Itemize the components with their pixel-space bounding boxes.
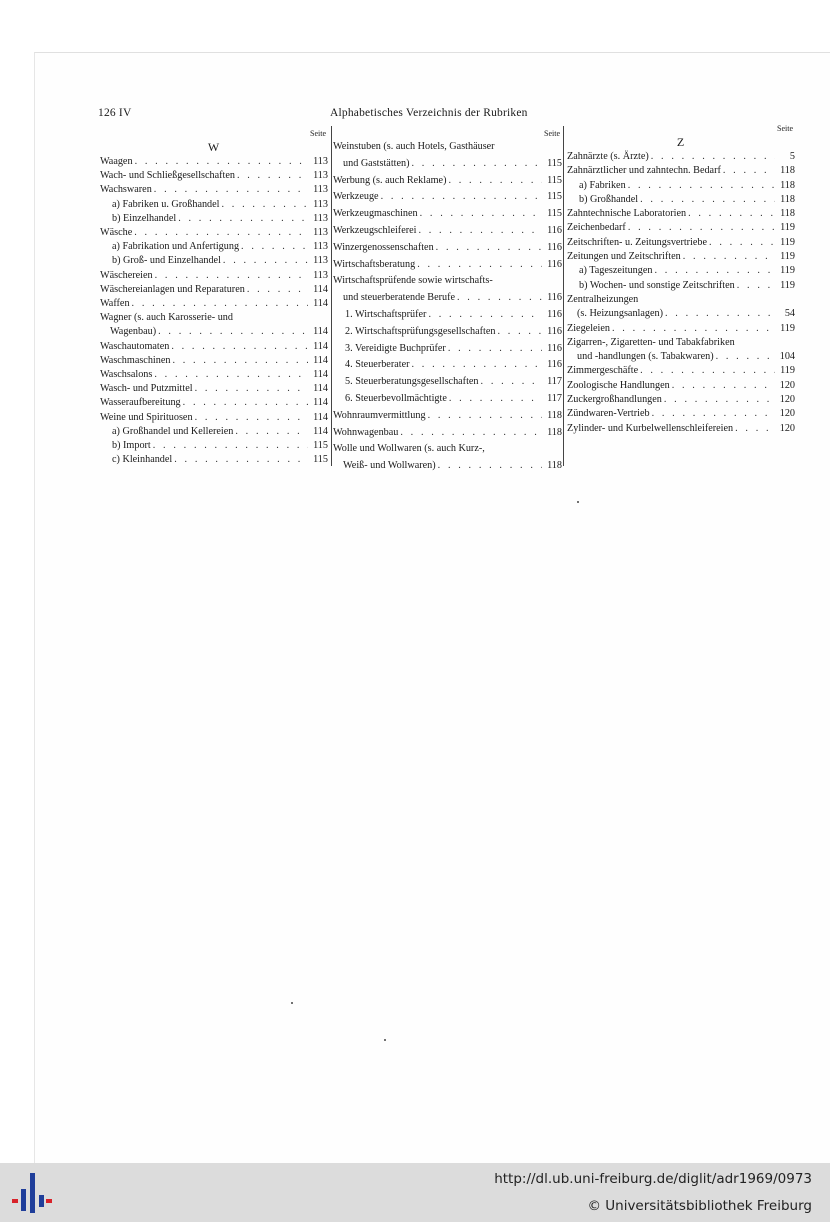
dot-leader [436,240,542,257]
entry-label: Waschsalons [100,369,153,381]
entry-label: Waffen [100,298,130,310]
page-ref: 114 [313,383,328,395]
dot-leader [174,453,308,467]
entry-label: b) Einzelhandel [112,212,177,224]
entry-label: Werkzeuge [333,191,379,203]
entry-label: Wasch- und Putzmittel [100,383,193,395]
page-ref: 119 [780,265,795,277]
dot-leader [154,368,308,382]
dot-leader [664,393,775,407]
entry-label: Werkzeugmaschinen [333,208,418,220]
page-ref: 120 [779,422,795,434]
page-ref: 113 [313,198,328,210]
page-ref: 117 [547,392,562,404]
page-ref: 116 [547,258,562,270]
entry-label: c) Kleinhandel [112,454,173,466]
entry-list-we [333,139,562,475]
dot-leader [183,396,308,410]
entry-label: Zahnärztlicher und zahntechn. Bedarf [567,165,721,177]
entry-label: (s. Heizungsanlagen) [577,308,663,320]
entry-label: 5. Steuerberatungsgesellschaften [345,376,479,388]
dot-leader [688,207,775,221]
entry-label: Werbung (s. auch Reklame) [333,174,447,186]
entry-label: b) Wochen- und sonstige Zeitschriften [579,279,735,291]
dot-leader [135,155,308,169]
page-ref: 115 [313,454,328,466]
page-ref: 118 [547,409,562,421]
page-ref: 116 [547,325,562,337]
dot-leader [655,264,776,278]
page-ref: 115 [547,208,562,220]
index-entry [100,269,328,283]
page-ref: 113 [313,241,328,253]
index-entry [100,226,328,240]
page-ref: 114 [313,354,328,366]
seite-label: Seite [544,129,560,138]
dot-leader [195,411,308,425]
index-entry [567,207,795,221]
entry-label: Zahnärzte (s. Ärzte) [567,151,649,162]
index-entry [333,425,562,442]
entry-label: b) Großhandel [579,193,639,205]
dot-leader [665,307,775,321]
entry-label: Werkzeugschleiferei [333,224,417,236]
index-entry [333,206,562,223]
entry-label: und -handlungen (s. Tabakwaren) [577,351,714,363]
entry-label: 4. Steuerberater [345,359,410,371]
index-entry [333,156,562,173]
entry-label: Wach- und Schließgesellschaften [100,170,235,182]
copyright-notice: © Universitätsbibliothek Freiburg [587,1198,812,1214]
dot-leader [438,458,542,475]
page-ref: 115 [547,174,562,186]
dot-leader [381,189,542,206]
index-entry [567,407,795,421]
page-ref: 114 [313,411,328,423]
dot-leader [448,341,542,358]
entry-label: und Gaststätten) [343,157,410,169]
dot-leader [241,240,308,254]
dot-leader [723,164,775,178]
dot-leader [132,297,308,311]
index-entry [100,240,328,254]
index-entry [100,453,328,467]
index-entry [100,382,328,396]
scan-speck [384,1039,386,1041]
page-ref: 120 [779,379,795,391]
dot-leader [418,223,542,240]
page-ref: 118 [780,165,795,177]
dot-leader [612,322,775,336]
entry-label: Zeitschriften- u. Zeitungsvertriebe [567,236,708,248]
index-entry [567,221,795,235]
index-entry [333,441,562,458]
entry-label: Zeitungen und Zeitschriften [567,251,681,263]
index-entry [100,297,328,311]
entry-label: 2. Wirtschaftsprüfungsgesellschaften [345,325,496,337]
page-ref: 120 [779,394,795,406]
page-ref: 113 [313,156,328,167]
entry-label: Waschautomaten [100,340,170,352]
dot-leader [457,290,542,307]
index-entry [567,322,795,336]
seite-label: Seite [777,124,793,133]
page-ref: 115 [313,440,328,452]
dot-leader [709,236,775,250]
page-ref: 113 [313,227,328,239]
column-z [567,124,795,436]
entry-list-w [100,155,328,467]
page-ref: 113 [313,269,328,281]
dot-leader [223,254,308,268]
index-entry [100,198,328,212]
index-entry [100,411,328,425]
index-entry [333,324,562,341]
entry-label: Zahntechnische Laboratorien [567,208,687,220]
page-ref: 116 [547,292,562,304]
page-ref: 118 [547,460,562,472]
dot-leader [651,150,775,164]
page-ref: 114 [313,397,328,409]
page-ref: 119 [780,251,795,263]
dot-leader [158,325,308,339]
entry-label: Zeichenbedarf [567,222,626,234]
dot-leader [716,350,775,364]
index-entry [567,150,795,164]
dot-leader [247,283,308,297]
entry-label: Wagner (s. auch Karosserie- und [100,312,233,324]
index-entry [567,236,795,250]
dot-leader [412,156,543,173]
dot-leader [449,391,542,408]
dot-leader [155,269,308,283]
index-entry [567,364,795,378]
permalink-url[interactable]: http://dl.ub.uni-freiburg.de/diglit/adr1969/0973 [494,1171,812,1187]
page-ref: 117 [547,376,562,388]
entry-label: Wagenbau) [110,326,157,338]
dot-leader [683,250,775,264]
index-entry [333,408,562,425]
dot-leader [222,198,308,212]
index-entry [333,273,562,290]
entry-list-z [567,150,795,436]
dot-leader [195,382,308,396]
index-entry [100,340,328,354]
index-entry [100,325,328,339]
page-ref: 119 [780,365,795,377]
entry-label: Winzergenossenschaften [333,241,434,253]
index-entry [333,357,562,374]
page-ref: 54 [784,308,795,320]
entry-label: Zentralheizungen [567,293,639,305]
column-we [333,128,562,475]
index-entry [100,283,328,297]
dot-leader [481,374,542,391]
index-entry [100,155,328,169]
dot-leader [640,364,775,378]
dot-leader [735,422,775,436]
index-entry [100,169,328,183]
index-entry [333,374,562,391]
entry-label: Ziegeleien [567,322,610,334]
page-ref: 113 [313,255,328,267]
index-entry [100,396,328,410]
column-divider-2 [563,126,564,466]
index-entry [333,173,562,190]
page-ref: 119 [780,236,795,248]
entry-label: Wohnraumvermittlung [333,409,426,421]
page-title: Alphabetisches Verzeichnis der Rubriken [330,107,528,119]
entry-label: Wolle und Wollwaren (s. auch Kurz-, [333,443,485,455]
index-entry [100,183,328,197]
page-ref: 119 [780,222,795,234]
index-entry [567,164,795,178]
dot-leader [448,173,542,190]
page-ref: 104 [779,351,795,363]
page-ref: 116 [547,342,562,354]
page-ref: 114 [313,425,328,437]
dot-leader [628,221,775,235]
dot-leader [428,408,542,425]
viewer-footer [0,1163,830,1222]
index-entry [333,240,562,257]
entry-label: Zoologische Handlungen [567,379,670,391]
index-entry [333,458,562,475]
page-ref: 119 [780,322,795,334]
index-entry [333,223,562,240]
page-ref: 116 [547,224,562,236]
page-ref: 116 [547,359,562,371]
index-entry [333,391,562,408]
column-divider-1 [331,126,332,466]
entry-label: a) Fabriken [579,179,626,191]
entry-label: 1. Wirtschaftsprüfer [345,308,427,320]
page-ref: 5 [789,151,795,162]
index-entry [333,189,562,206]
entry-label: b) Groß- und Einzelhandel [112,255,221,267]
index-entry [567,193,795,207]
dot-leader [652,407,775,421]
index-entry [567,264,795,278]
dot-leader [737,279,775,293]
entry-label: b) Import [112,440,151,452]
dot-leader [172,354,308,368]
entry-label: Zigarren-, Zigaretten- und Tabakfabriken [567,336,735,348]
index-entry [333,307,562,324]
index-entry [100,254,328,268]
entry-label: 6. Steuerbevollmächtigte [345,392,447,404]
entry-label: a) Tageszeitungen [579,265,653,277]
dot-leader [672,379,775,393]
index-entry [567,293,795,307]
page-ref: 113 [313,212,328,224]
entry-label: Wasseraufbereitung [100,397,181,409]
entry-label: Wäschereianlagen und Reparaturen [100,283,245,295]
dot-leader [412,357,543,374]
dot-leader [420,206,542,223]
dot-leader [640,193,775,207]
dot-leader [497,324,542,341]
entry-label: Zylinder- und Kurbelwellenschleifereien [567,422,734,434]
entry-label: Weine und Spirituosen [100,411,193,423]
index-entry [100,368,328,382]
page-ref: 115 [547,157,562,169]
page-ref: 119 [780,279,795,291]
entry-label: Zuckergroßhandlungen [567,394,662,406]
index-entry [100,425,328,439]
entry-label: Weiß- und Wollwaren) [343,460,436,472]
index-entry [567,279,795,293]
page-ref: 115 [547,191,562,203]
index-entry [100,212,328,226]
scan-speck [291,1002,293,1004]
index-entry [333,290,562,307]
index-entry [567,336,795,350]
entry-label: 3. Vereidigte Buchprüfer [345,342,446,354]
page-ref: 118 [780,193,795,205]
index-entry [100,311,328,325]
entry-label: Wohnwagenbau [333,426,399,438]
dot-leader [235,425,308,439]
index-entry [567,179,795,193]
dot-leader [153,439,308,453]
column-w [100,128,328,467]
dot-leader [171,340,308,354]
page-ref: 114 [313,283,328,295]
index-entry [567,422,795,436]
page-number: 126 IV [98,107,132,119]
dot-leader [628,179,775,193]
page-ref: 114 [313,326,328,338]
page-ref: 118 [780,208,795,220]
entry-label: Weinstuben (s. auch Hotels, Gasthäuser [333,141,495,152]
dot-leader [428,307,542,324]
entry-label: a) Fabriken u. Großhandel [112,198,220,210]
index-entry [100,354,328,368]
dot-leader [134,226,308,240]
index-entry [333,257,562,274]
dot-leader [400,425,542,442]
dot-leader [154,183,308,197]
entry-label: Wirtschaftsberatung [333,258,416,270]
page-ref: 113 [313,184,328,196]
entry-label: a) Großhandel und Kellereien [112,425,234,437]
page-ref: 114 [313,340,328,352]
index-entry [100,439,328,453]
entry-label: a) Fabrikation und Anfertigung [112,241,240,253]
page-ref: 113 [313,170,328,182]
entry-label: und steuerberatende Berufe [343,292,456,304]
page-ref: 116 [547,308,562,320]
entry-label: Waschmaschinen [100,354,171,366]
seite-label: Seite [310,129,326,138]
entry-label: Zimmergeschäfte [567,365,639,377]
page-ref: 116 [547,241,562,253]
scan-speck [577,501,579,503]
entry-label: Wachswaren [100,184,152,196]
letter-heading-z: Z [676,135,686,149]
index-entry [567,393,795,407]
entry-label: Wäsche [100,227,133,239]
entry-label: Wirtschaftsprüfende sowie wirtschafts- [333,275,493,287]
letter-heading-w: W [207,140,221,154]
index-entry [333,139,562,156]
dot-leader [237,169,308,183]
page-ref: 118 [780,179,795,191]
page-ref: 114 [313,369,328,381]
page-ref: 120 [779,408,795,420]
index-entry [567,307,795,321]
page-ref: 118 [547,426,562,438]
dot-leader [178,212,308,226]
library-logo-icon [10,1171,54,1215]
entry-label: Waagen [100,156,133,167]
index-entry [567,250,795,264]
index-entry [567,350,795,364]
entry-label: Zündwaren-Vertrieb [567,408,650,420]
entry-label: Wäschereien [100,269,153,281]
index-entry [333,341,562,358]
dot-leader [417,257,542,274]
index-entry [567,379,795,393]
page-ref: 114 [313,298,328,310]
